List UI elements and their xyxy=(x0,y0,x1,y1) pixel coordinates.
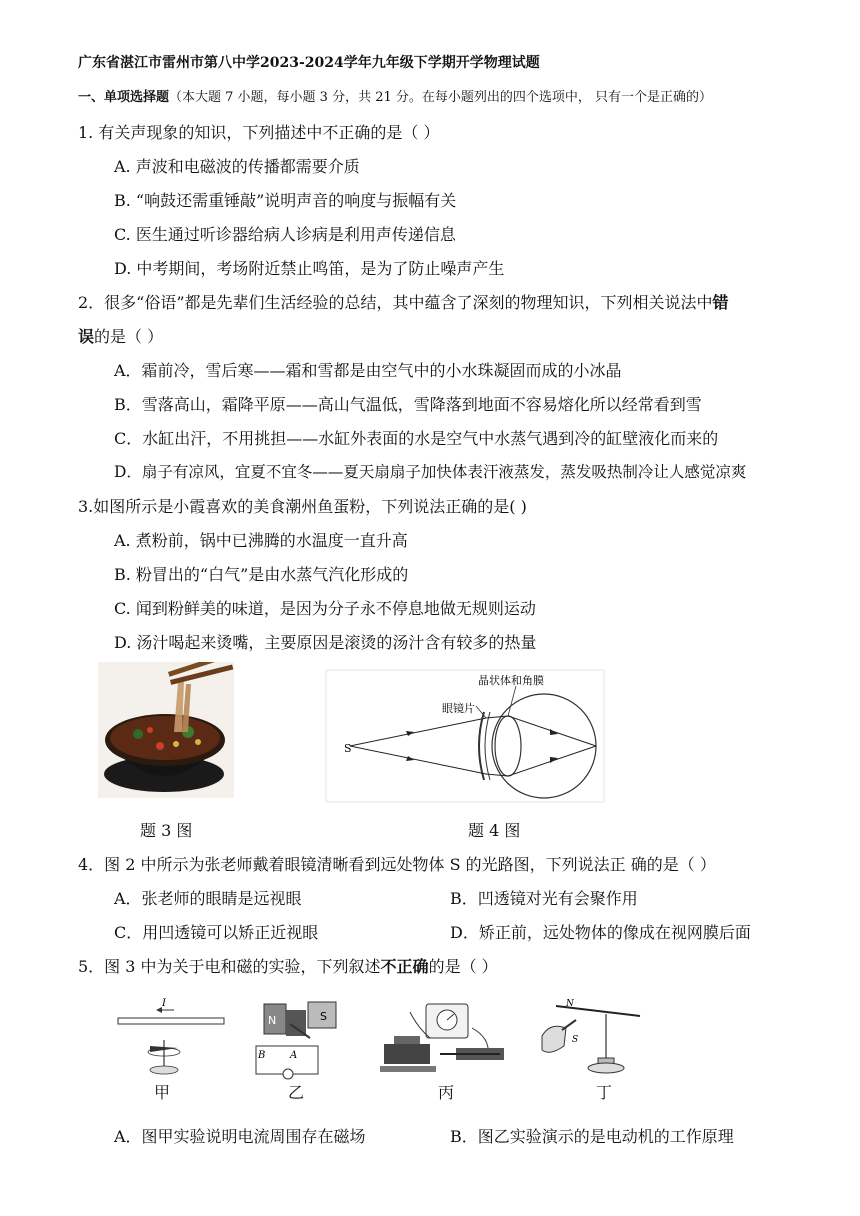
question-3-option-c: C. 闻到粉鲜美的味道，是因为分子永不停息地做无规则运动 xyxy=(114,599,536,618)
yi-b-label: B xyxy=(258,1050,266,1061)
section-heading-rest: （本大题 7 小题，每小题 3 分，共 21 分。在每小题列出的四个选项中， 只有一个是正确的） xyxy=(169,90,713,105)
question-1-option-b: B. “响鼓还需重锤敲”说明声音的响度与振幅有关 xyxy=(114,191,457,210)
jia-current-label: I xyxy=(162,998,166,1009)
question-5-option-b: B．图乙实验演示的是电动机的工作原理 xyxy=(450,1127,734,1146)
experiment-ding-label: 丁 xyxy=(596,1083,613,1102)
question-5-stem xyxy=(78,954,498,977)
experiment-jia-diagram xyxy=(112,996,232,1078)
experiment-bing-label: 丙 xyxy=(438,1083,455,1102)
question-4-option-c: C．用凹透镜可以矫正近视眼 xyxy=(114,923,319,942)
question-2-option-d: D．扇子有凉风，宜夏不宜冬——夏天扇扇子加快体表汗液蒸发，蒸发吸热制冷让人感觉凉爽 xyxy=(114,463,747,481)
question-3-option-a: A. 煮粉前，锅中已沸腾的水温度一直升高 xyxy=(114,531,408,550)
noodle-bowl-photo xyxy=(98,662,234,798)
question-2-stem-bold-2: 误 xyxy=(78,327,95,346)
section-heading xyxy=(78,86,712,105)
yi-n-label: N xyxy=(268,1014,277,1027)
question-2-stem-post: 的是（ ） xyxy=(94,327,164,346)
question-2-stem-line2 xyxy=(78,324,163,347)
question-5-stem-bold: 不正确 xyxy=(380,957,429,976)
experiment-jia-label: 甲 xyxy=(154,1083,171,1102)
section-heading-bold: 一、单项选择题 xyxy=(78,90,170,105)
eye-diagram-label-glasses: 眼镜片 xyxy=(442,702,475,715)
question-4-option-d: D．矫正前，远处物体的像成在视网膜后面 xyxy=(450,923,751,942)
question-2-option-b: B．雪落高山，霜降平原——高山气温低，雪降落到地面不容易熔化所以经常看到雪 xyxy=(114,395,702,414)
question-3-stem: 3.如图所示是小霞喜欢的美食潮州鱼蛋粉，下列说法正确的是( ) xyxy=(78,497,527,516)
question-2-option-c: C．水缸出汗，不用挑担——水缸外表面的水是空气中水蒸气遇到冷的缸壁液化而来的 xyxy=(114,429,719,448)
eye-diagram-label-s: S xyxy=(344,742,352,755)
yi-a-label: A xyxy=(290,1050,298,1061)
question-4-option-b: B．凹透镜对光有会聚作用 xyxy=(450,889,638,908)
question-1-option-a: A. 声波和电磁波的传播都需要介质 xyxy=(114,157,360,176)
ding-n-label: N xyxy=(566,999,574,1009)
ding-s-label: S xyxy=(572,1035,579,1045)
question-2-stem-bold-1: 错 xyxy=(712,293,729,312)
eye-optics-diagram xyxy=(320,668,610,804)
question-5-stem-post: 的是（ ） xyxy=(428,957,498,976)
experiment-yi-diagram xyxy=(250,994,360,1080)
figure-3-caption: 题 3 图 xyxy=(140,821,193,840)
question-5-option-a: A．图甲实验说明电流周围存在磁场 xyxy=(114,1127,366,1146)
question-2-option-a: A．霜前冷，雪后寒——霜和雪都是由空气中的小水珠凝固而成的小冰晶 xyxy=(114,361,622,380)
question-3-option-d: D. 汤汁喝起来烫嘴，主要原因是滚烫的汤汁含有较多的热量 xyxy=(114,633,537,652)
question-1-option-d: D. 中考期间，考场附近禁止鸣笛，是为了防止噪声产生 xyxy=(114,259,505,278)
figure-4-caption: 题 4 图 xyxy=(468,821,521,840)
question-1-option-c: C. 医生通过听诊器给病人诊病是利用声传递信息 xyxy=(114,225,456,244)
yi-s-label: S xyxy=(320,1010,327,1023)
experiment-yi-label: 乙 xyxy=(288,1083,305,1102)
question-3-option-b: B. 粉冒出的“白气”是由水蒸气汽化形成的 xyxy=(114,565,409,584)
experiment-bing-diagram xyxy=(380,998,510,1080)
question-2-stem-line1 xyxy=(78,290,729,313)
question-4-stem: 4．图 2 中所示为张老师戴着眼镜清晰看到远处物体 S 的光路图，下列说法正 确的是（ ） xyxy=(78,855,716,874)
question-4-option-a: A．张老师的眼睛是远视眼 xyxy=(114,889,302,908)
page-title: 广东省湛江市雷州市第八中学2023-2024学年九年级下学期开学物理试题 xyxy=(78,55,540,71)
question-2-stem-pre: 2．很多“俗语”都是先辈们生活经验的总结，其中蕴含了深刻的物理知识，下列相关说法中 xyxy=(78,293,713,312)
question-5-stem-pre: 5．图 3 中为关于电和磁的实验，下列叙述 xyxy=(78,957,381,976)
question-1-stem: 1. 有关声现象的知识，下列描述中不正确的是（ ） xyxy=(78,123,440,142)
eye-diagram-label-lens: 晶状体和角膜 xyxy=(478,674,544,687)
experiment-ding-diagram xyxy=(536,996,646,1080)
